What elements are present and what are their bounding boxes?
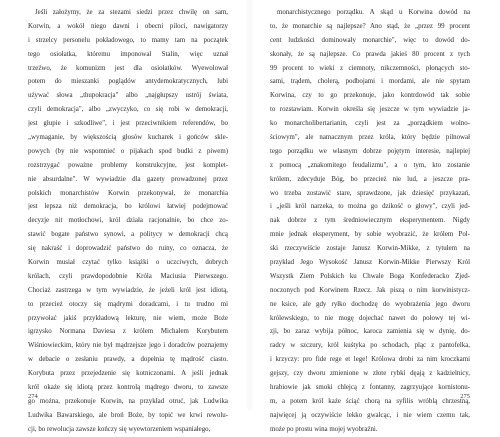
- text-line: sami, trądem, cholerą, podbojami i mordami, ale nie spytam: [270, 78, 470, 86]
- text-line: wo trzeba zostawić stare, sprawdzone, jak dziesięć przykazań,: [270, 189, 470, 197]
- left-page-text: [28, 6, 228, 437]
- text-line: mnie jednak eksperyment, by sobie wyobrazić, że królem Pol-: [270, 231, 470, 239]
- text-line: się nakraść i doprowadzić państwo do ruiny, co oznacza, że: [28, 245, 228, 253]
- right-page: [270, 6, 470, 433]
- text-line: Korybuta przez przejedzenie się kotniczonami. A jeśli jednak: [28, 370, 228, 378]
- text-line: jest głupie i szkodliwe", i jest przeciwnikiem referendów, bo: [28, 120, 228, 128]
- text-line: tego porządku we własnym dobrze pojętym interesie, najlepiej: [270, 147, 470, 155]
- text-line: jest lepsza niż demokracja, bo królowi łatwiej podejmować: [28, 203, 228, 211]
- text-line: Wszystk Ziem Polskich ku Chwale Boga Konfederacko Zjed-: [270, 272, 470, 280]
- right-page-text: [270, 6, 470, 437]
- text-line: zji, bo zaraz wybija północ, karoca zamienia się w dynię, do-: [270, 328, 470, 336]
- text-line: m, a potem król każe ściąć chorą na syfilis wróblą chrzestną,: [270, 397, 470, 405]
- text-line: 99 procent to wieki z ciemnoty, nikczemności, płonących sto-: [270, 64, 470, 72]
- text-line: królach, czyli prawdopodobnie Króla Maciusia Pierwszego.: [28, 272, 228, 280]
- text-line: Chociaż zastrzega w tym wywiadzie, że jeżeli król jest idiotą,: [28, 286, 228, 294]
- text-line: to rozstawiam. Korwin określa się jeszcze w tym wywiadzie ja-: [270, 106, 470, 114]
- text-line: ne ksice, ale gdy ryłko dochodzę do wyobrażenia jego dworu: [270, 300, 470, 308]
- text-line: najwięcej ją oczywiście lekko gwałcąc, i nie wiem czemu tak,: [270, 411, 470, 419]
- text-line: skonały, że są najlepsze. Co prawda jakieś 80 procent z tych: [270, 50, 470, 58]
- gutter: [246, 0, 254, 410]
- text-line: przykład Jego Wysokość Janusz Korwin-Mikke Pierwszy Król: [270, 259, 470, 267]
- text-line: Jeśli założymy, że za stezami siedzi przez chwilę on sam,: [35, 9, 228, 16]
- text-line: noczonych pod Korwinem Rzecz. Jak piszą o nim korwinistycz-: [270, 286, 470, 294]
- text-line: Korwin musiał czytać tylko książki o uczciwych, dobrych: [28, 259, 228, 267]
- text-line: ko monarcholibertarianin, czyli jest za „porządkiem wolno-: [270, 120, 470, 128]
- text-line: „wymaganie, by większością głosów kucharek i gońców skle-: [28, 134, 228, 142]
- text-line: Korwin, a wokół niego dawni i obecni piloci, nawigatorzy: [28, 22, 228, 30]
- text-line: powych (by nie wspomnieć o pijakach spod budki z piwem): [28, 147, 228, 155]
- text-line: Ludwika Bawarskiego, ale broń Boże, by topić we krwi rewolu-: [28, 411, 228, 419]
- text-line: i „jeśli król narzeka, to można go dzikość o głowy", czyli jed-: [270, 203, 470, 211]
- text-line: przywołać jakiś przykładową lekturę, nie wiem, może Boże: [28, 314, 228, 322]
- text-line: gejszy, czy dworu zmienione w złote rybki dęają z kadzielnicy,: [270, 370, 470, 378]
- text-line: radcy w szczury, król kuśtyka po schodach, pląc z pantofelka,: [270, 342, 470, 350]
- text-line: czyli demokracja", albo „zwyczyko, co się robi w demokracji,: [28, 106, 228, 114]
- text-line: Wiśniowieckim, który nie był mądrzejsze jego i doradców poznajemy: [28, 342, 228, 350]
- text-line: ściowym", ale namacznym przez króla, który będzie pilnował: [270, 134, 470, 142]
- text-line: Korwina, czy to go przekonuje, jako kontrdowód tak sobie: [270, 92, 470, 100]
- text-line: królem, zdecyduje Bóg, bo przecież nie lud, a jeszcze pra-: [270, 175, 470, 183]
- text-line: król okaże się idiotą przez kontrolą mądrego dworu, to zawsze: [28, 384, 228, 392]
- text-line: rozstrzygać poważne problemy konstrukcyjne, jest komplet-: [28, 161, 228, 169]
- text-line: królewskiego, to nie mogę dojechać nawet do połowy tej wi-: [270, 314, 470, 322]
- text-line: stawić bogate państwo synowi, a politycy w demokracji chcą: [28, 231, 228, 239]
- right-page-number: 275: [460, 393, 470, 400]
- text-line: i strzelcy personelu pokładowego, to mamy tam na początek: [28, 36, 228, 44]
- text-line: nie absurdalne". W wywiadzie dla gazety prowadzonej przez: [28, 175, 228, 183]
- text-line: cji, bo rewolucja zawsze kończy się wyewtorzeniem wspaniałego,: [28, 425, 211, 433]
- text-line: polskich monarchistów Korwin przekonywał, że monarchia: [28, 189, 228, 197]
- text-line: i krzyczy: pro fide rege et lege! Królowa drobi za nim kroczkami: [270, 356, 470, 364]
- text-line: hrabiowie jak smoki chlejcą z fontanny, zagrzyujące kornistonu-: [270, 384, 470, 392]
- text-line: z pomocą „znakomitego feudalizmu", a o tym, kto zostanie: [270, 161, 470, 169]
- text-line: ski rzeczywiście zostaje Janusz Korwin-Mikke, z tytułem na: [270, 245, 470, 253]
- text-line: monarchistycznego porządku. A skąd u Korwina dowód na: [277, 9, 470, 16]
- text-line: w debacie o zesłaniu prawdy, a dopełnia tę mądrość ciasto.: [28, 356, 228, 364]
- text-line: igrzysko Normana Daviesa z królem Michałem Korybutem: [28, 328, 228, 336]
- text-line: nak dobrze z tym średniowiecznym eksperymentem. Nigdy: [270, 217, 470, 225]
- text-line: cent ludzkości dominowały monarchie", więc to dowód do-: [270, 36, 470, 44]
- text-line: to przecież otoczy się mądrymi doradcami, i tu trudno mi: [28, 300, 228, 308]
- left-page-number: 274: [28, 393, 38, 400]
- text-line: to, że monarchie są najlepsze? Ano stąd, że „przez 99 procent: [270, 22, 470, 30]
- text-line: potem do mieszanki poglądów antydemokratycznych, lubi: [28, 78, 228, 86]
- left-page: [28, 6, 228, 433]
- text-line: może po prostu wina mojej wyobraźni.: [270, 425, 378, 433]
- text-line: go można, przekonuje Korwin, na przykład otruć, jak Ludwika: [28, 397, 228, 405]
- text-line: używać słowa „thupokracja" albo „najgłupszy ustrój świata,: [28, 92, 228, 100]
- text-line: tego osiołatka, któremu imponował Stalin, więc uznał: [28, 50, 228, 58]
- text-line: trzeźwo, że komunizm jest dla osiołatków. Wyewolował: [28, 64, 228, 72]
- text-line: decyzje nit motłochowi, król działa racjonalnie, bo chce zo-: [28, 217, 228, 225]
